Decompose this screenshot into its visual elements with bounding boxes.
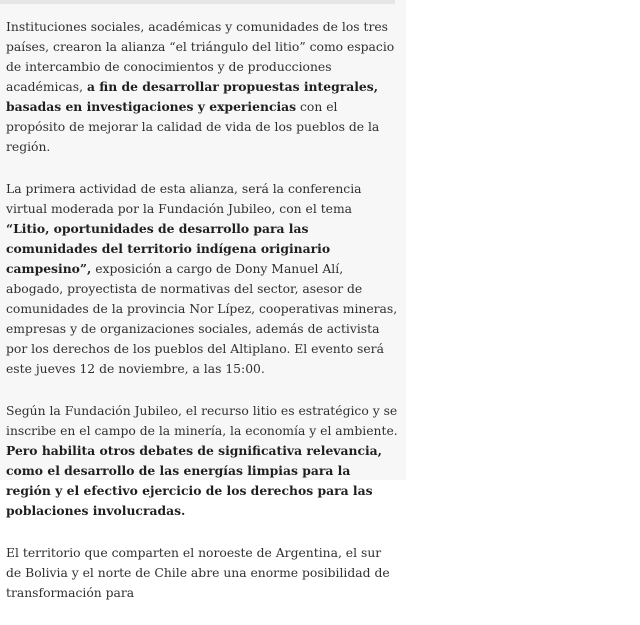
paragraph-4-text: El territorio que comparten el noroeste de Argentina, el sur de Bolivia y el norte de Chile abre una enorme posibilidad de transformación para: [6, 546, 390, 600]
paragraph-2-bold-text: “Litio, oportunidades de desarrollo para las comunidades del territorio indígena originario campesino”,: [6, 221, 331, 276]
paragraph-2: [6, 179, 398, 379]
article-body: [6, 17, 398, 625]
paragraph-3-bold-text: Pero habilita otros debates de significativa relevancia, como el desarrollo de las energías limpias para la región y el efectivo ejercicio de los derechos para las poblaciones involucradas.: [6, 443, 382, 518]
paragraph-4: [6, 543, 398, 603]
paragraph-3: [6, 401, 398, 521]
paragraph-1-text: Instituciones sociales, académicas y comunidades de los tres países, crearon la alianza “el triángulo del litio” como espacio de intercambio de conocimientos y de producciones académicas,: [6, 20, 395, 94]
top-divider: [0, 0, 395, 4]
paragraph-3-text: Según la Fundación Jubileo, el recurso litio es estratégico y se inscribe en el campo de la minería, la economía y el ambiente.: [6, 404, 398, 438]
paragraph-2-text: La primera actividad de esta alianza, será la conferencia virtual moderada por la Fundación Jubileo, con el tema: [6, 182, 362, 216]
paragraph-1: [6, 17, 398, 157]
paragraph-1-text-end: con el propósito de mejorar la calidad de vida de los pueblos de la región.: [6, 100, 380, 154]
paragraph-1-bold-text: a fin de desarrollar propuestas integrales, basadas en investigaciones y experiencias: [6, 79, 378, 114]
paragraph-2-text-end: exposición a cargo de Dony Manuel Alí, abogado, proyectista de normativas del sector, asesor de comunidades de la provincia Nor Lípez, cooperativas mineras, empresas y de organizaciones sociales, además de activista por los derechos de los pueblos del Altiplano. El evento será este jueves 12 de noviembre, a las 15:00.: [6, 262, 398, 376]
